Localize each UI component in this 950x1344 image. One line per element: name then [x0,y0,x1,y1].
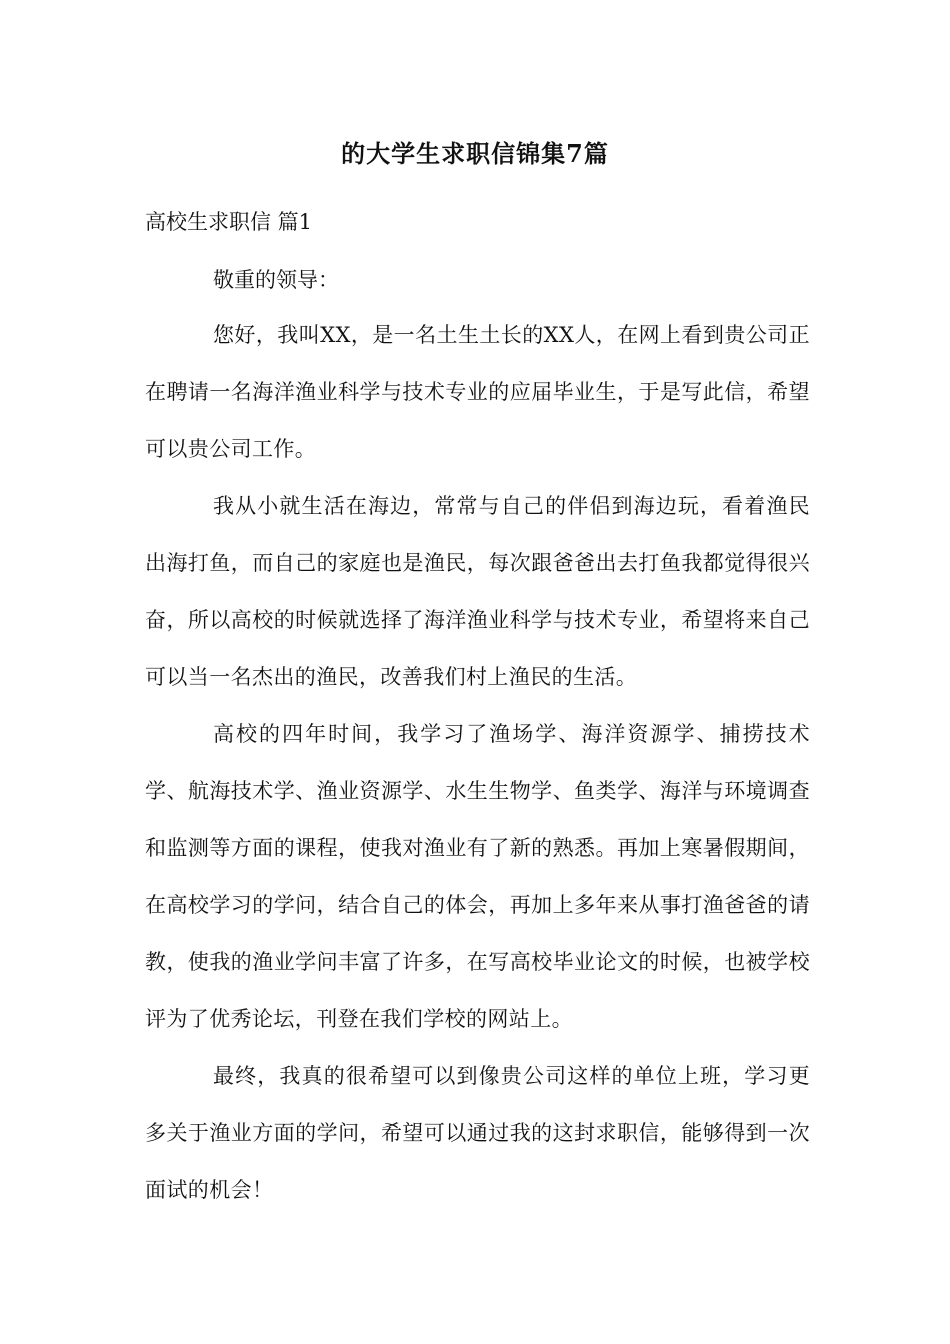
document-title: 的大学生求职信锦集7篇 [341,139,609,168]
salutation: 敬重的领导： [213,268,339,292]
paragraph-3: 高校的四年时间，我学习了渔场学、海洋资源学、捕捞技术学、航海技术学、渔业资源学、水生生物学、鱼类学、海洋与环境调查和监测等方面的课程，使我对渔业有了新的熟悉。再加上寒暑假期间，在高校学习的学问，结合自己的体会，再加上多年来从事打渔爸爸的请教，使我的渔业学问丰富了许多，在写高校毕业论文的时候，也被学校评为了优秀论坛，刊登在我们学校的网站上。 [145,722,810,1031]
section-heading: 高校生求职信 篇1 [145,210,313,234]
paragraph-1: 您好，我叫XX，是一名土生土长的XX人，在网上看到贵公司正在聘请一名海洋渔业科学与技术专业的应届毕业生，于是写此信，希望可以贵公司工作。 [145,323,810,461]
paragraph-4: 最终，我真的很希望可以到像贵公司这样的单位上班，学习更多关于渔业方面的学问，希望可以通过我的这封求职信，能够得到一次面试的机会！ [145,1064,810,1202]
paragraph-2: 我从小就生活在海边，常常与自己的伴侣到海边玩，看着渔民出海打鱼，而自己的家庭也是渔民，每次跟爸爸出去打鱼我都觉得很兴奋，所以高校的时候就选择了海洋渔业科学与技术专业，希望将来自己可以当一名杰出的渔民，改善我们村上渔民的生活。 [145,494,810,689]
